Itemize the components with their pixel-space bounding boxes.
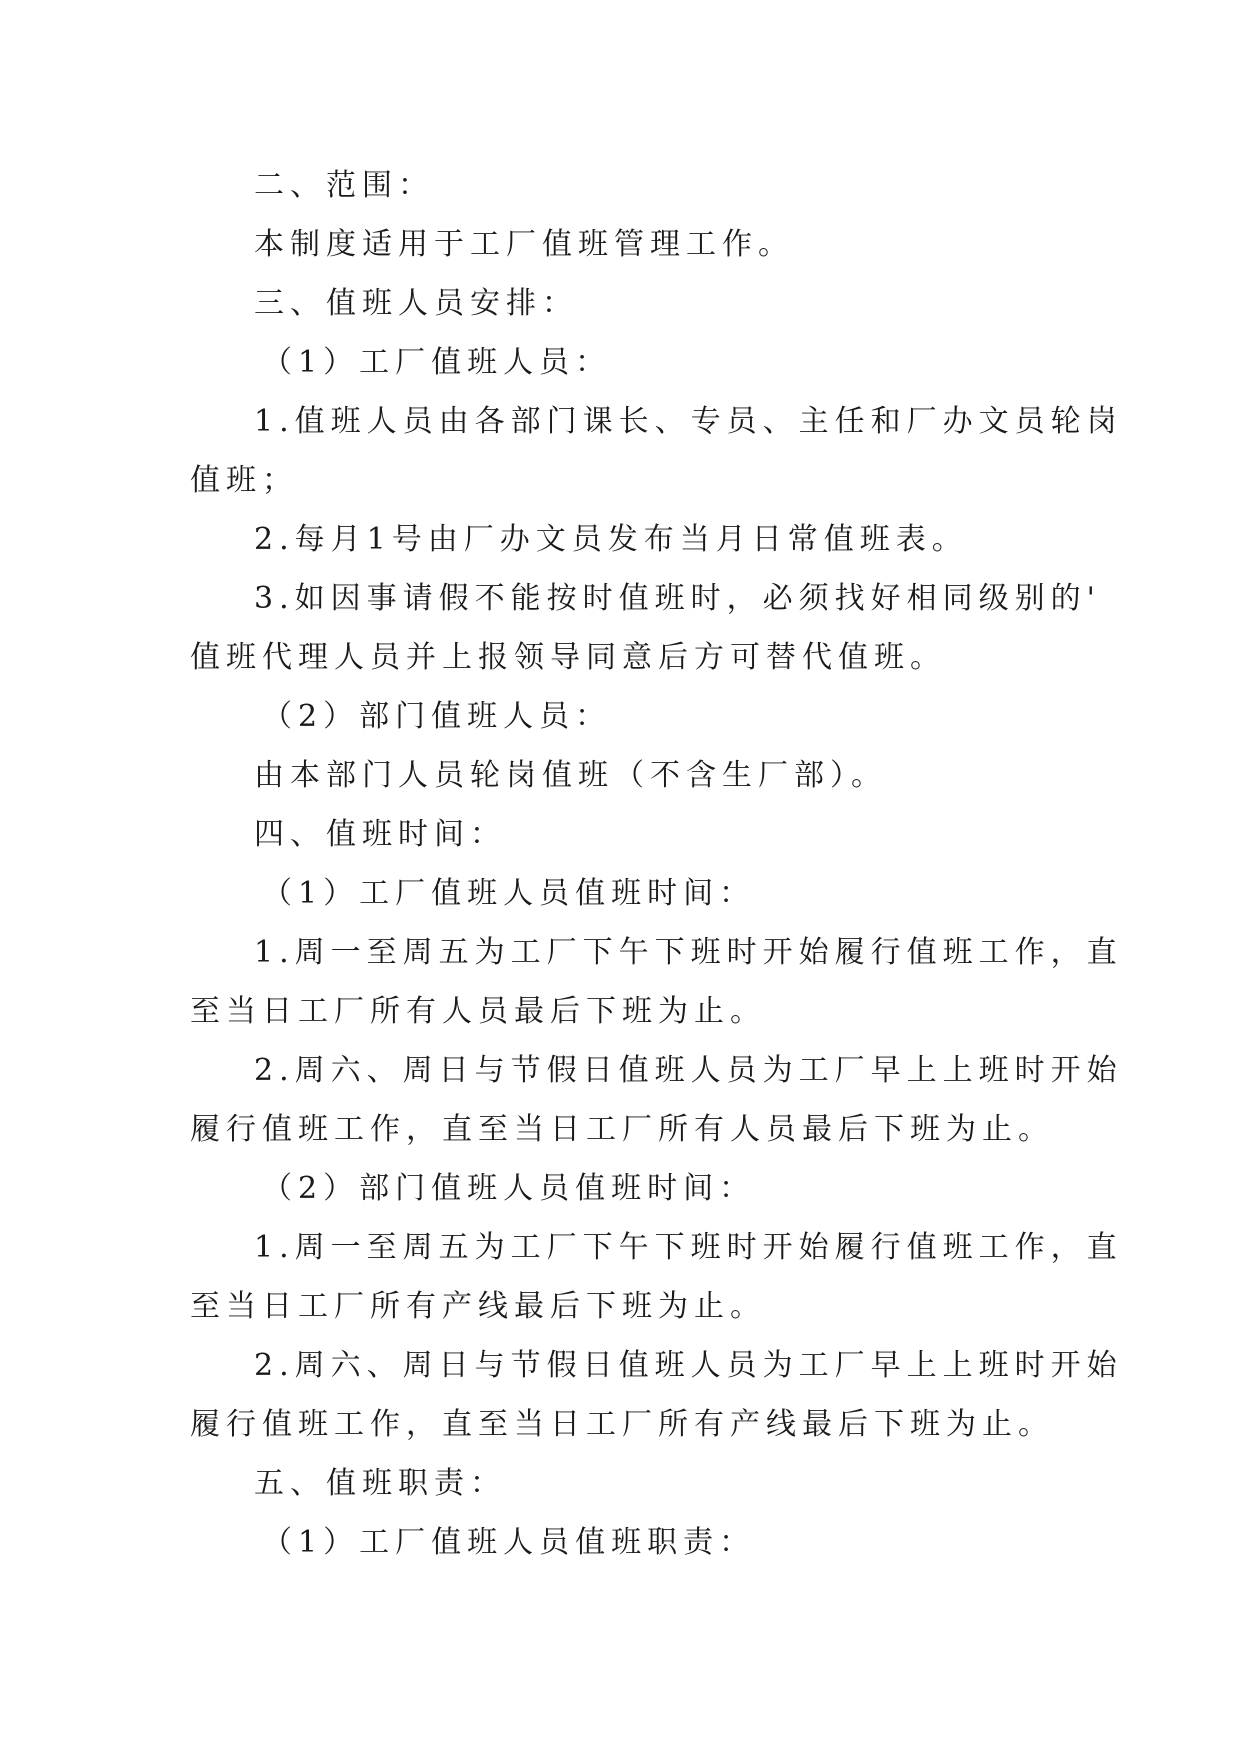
paragraph-line: 履行值班工作，直至当日工厂所有人员最后下班为止。 xyxy=(190,1112,1054,1147)
paragraph-line: 1.周一至周五为工厂下午下班时开始履行值班工作，直 xyxy=(254,1230,1123,1265)
paragraph-line: 由本部门人员轮岗值班（不含生厂部）。 xyxy=(254,758,887,793)
paragraph-line: 本制度适用于工厂值班管理工作。 xyxy=(254,227,794,262)
subsection-heading: （2）部门值班人员： xyxy=(262,699,612,734)
section-heading-duty-time: 四、值班时间： xyxy=(254,817,506,852)
section-heading-scope: 二、范围： xyxy=(254,168,434,203)
paragraph-line: 值班代理人员并上报领导同意后方可替代值班。 xyxy=(190,640,946,675)
subsection-heading: （1）工厂值班人员值班职责： xyxy=(262,1525,756,1560)
paragraph-line: 值班； xyxy=(190,463,298,498)
paragraph-line: 2.周六、周日与节假日值班人员为工厂早上上班时开始 xyxy=(254,1348,1123,1383)
paragraph-line: 履行值班工作，直至当日工厂所有产线最后下班为止。 xyxy=(190,1407,1054,1442)
subsection-heading: （2）部门值班人员值班时间： xyxy=(262,1171,756,1206)
section-heading-duties: 五、值班职责： xyxy=(254,1466,506,1501)
paragraph-line: 1.值班人员由各部门课长、专员、主任和厂办文员轮岗 xyxy=(254,404,1123,439)
section-heading-staffing: 三、值班人员安排： xyxy=(254,286,578,321)
paragraph-line: 2.周六、周日与节假日值班人员为工厂早上上班时开始 xyxy=(254,1053,1123,1088)
subsection-heading: （1）工厂值班人员值班时间： xyxy=(262,876,756,911)
paragraph-line: 2.每月1号由厂办文员发布当月日常值班表。 xyxy=(254,522,968,557)
subsection-heading: （1）工厂值班人员： xyxy=(262,345,612,380)
paragraph-line: 至当日工厂所有人员最后下班为止。 xyxy=(190,994,766,1029)
paragraph-line: 1.周一至周五为工厂下午下班时开始履行值班工作，直 xyxy=(254,935,1123,970)
paragraph-line: 至当日工厂所有产线最后下班为止。 xyxy=(190,1289,766,1324)
paragraph-line: 3.如因事请假不能按时值班时，必须找好相同级别的' xyxy=(254,581,1101,616)
